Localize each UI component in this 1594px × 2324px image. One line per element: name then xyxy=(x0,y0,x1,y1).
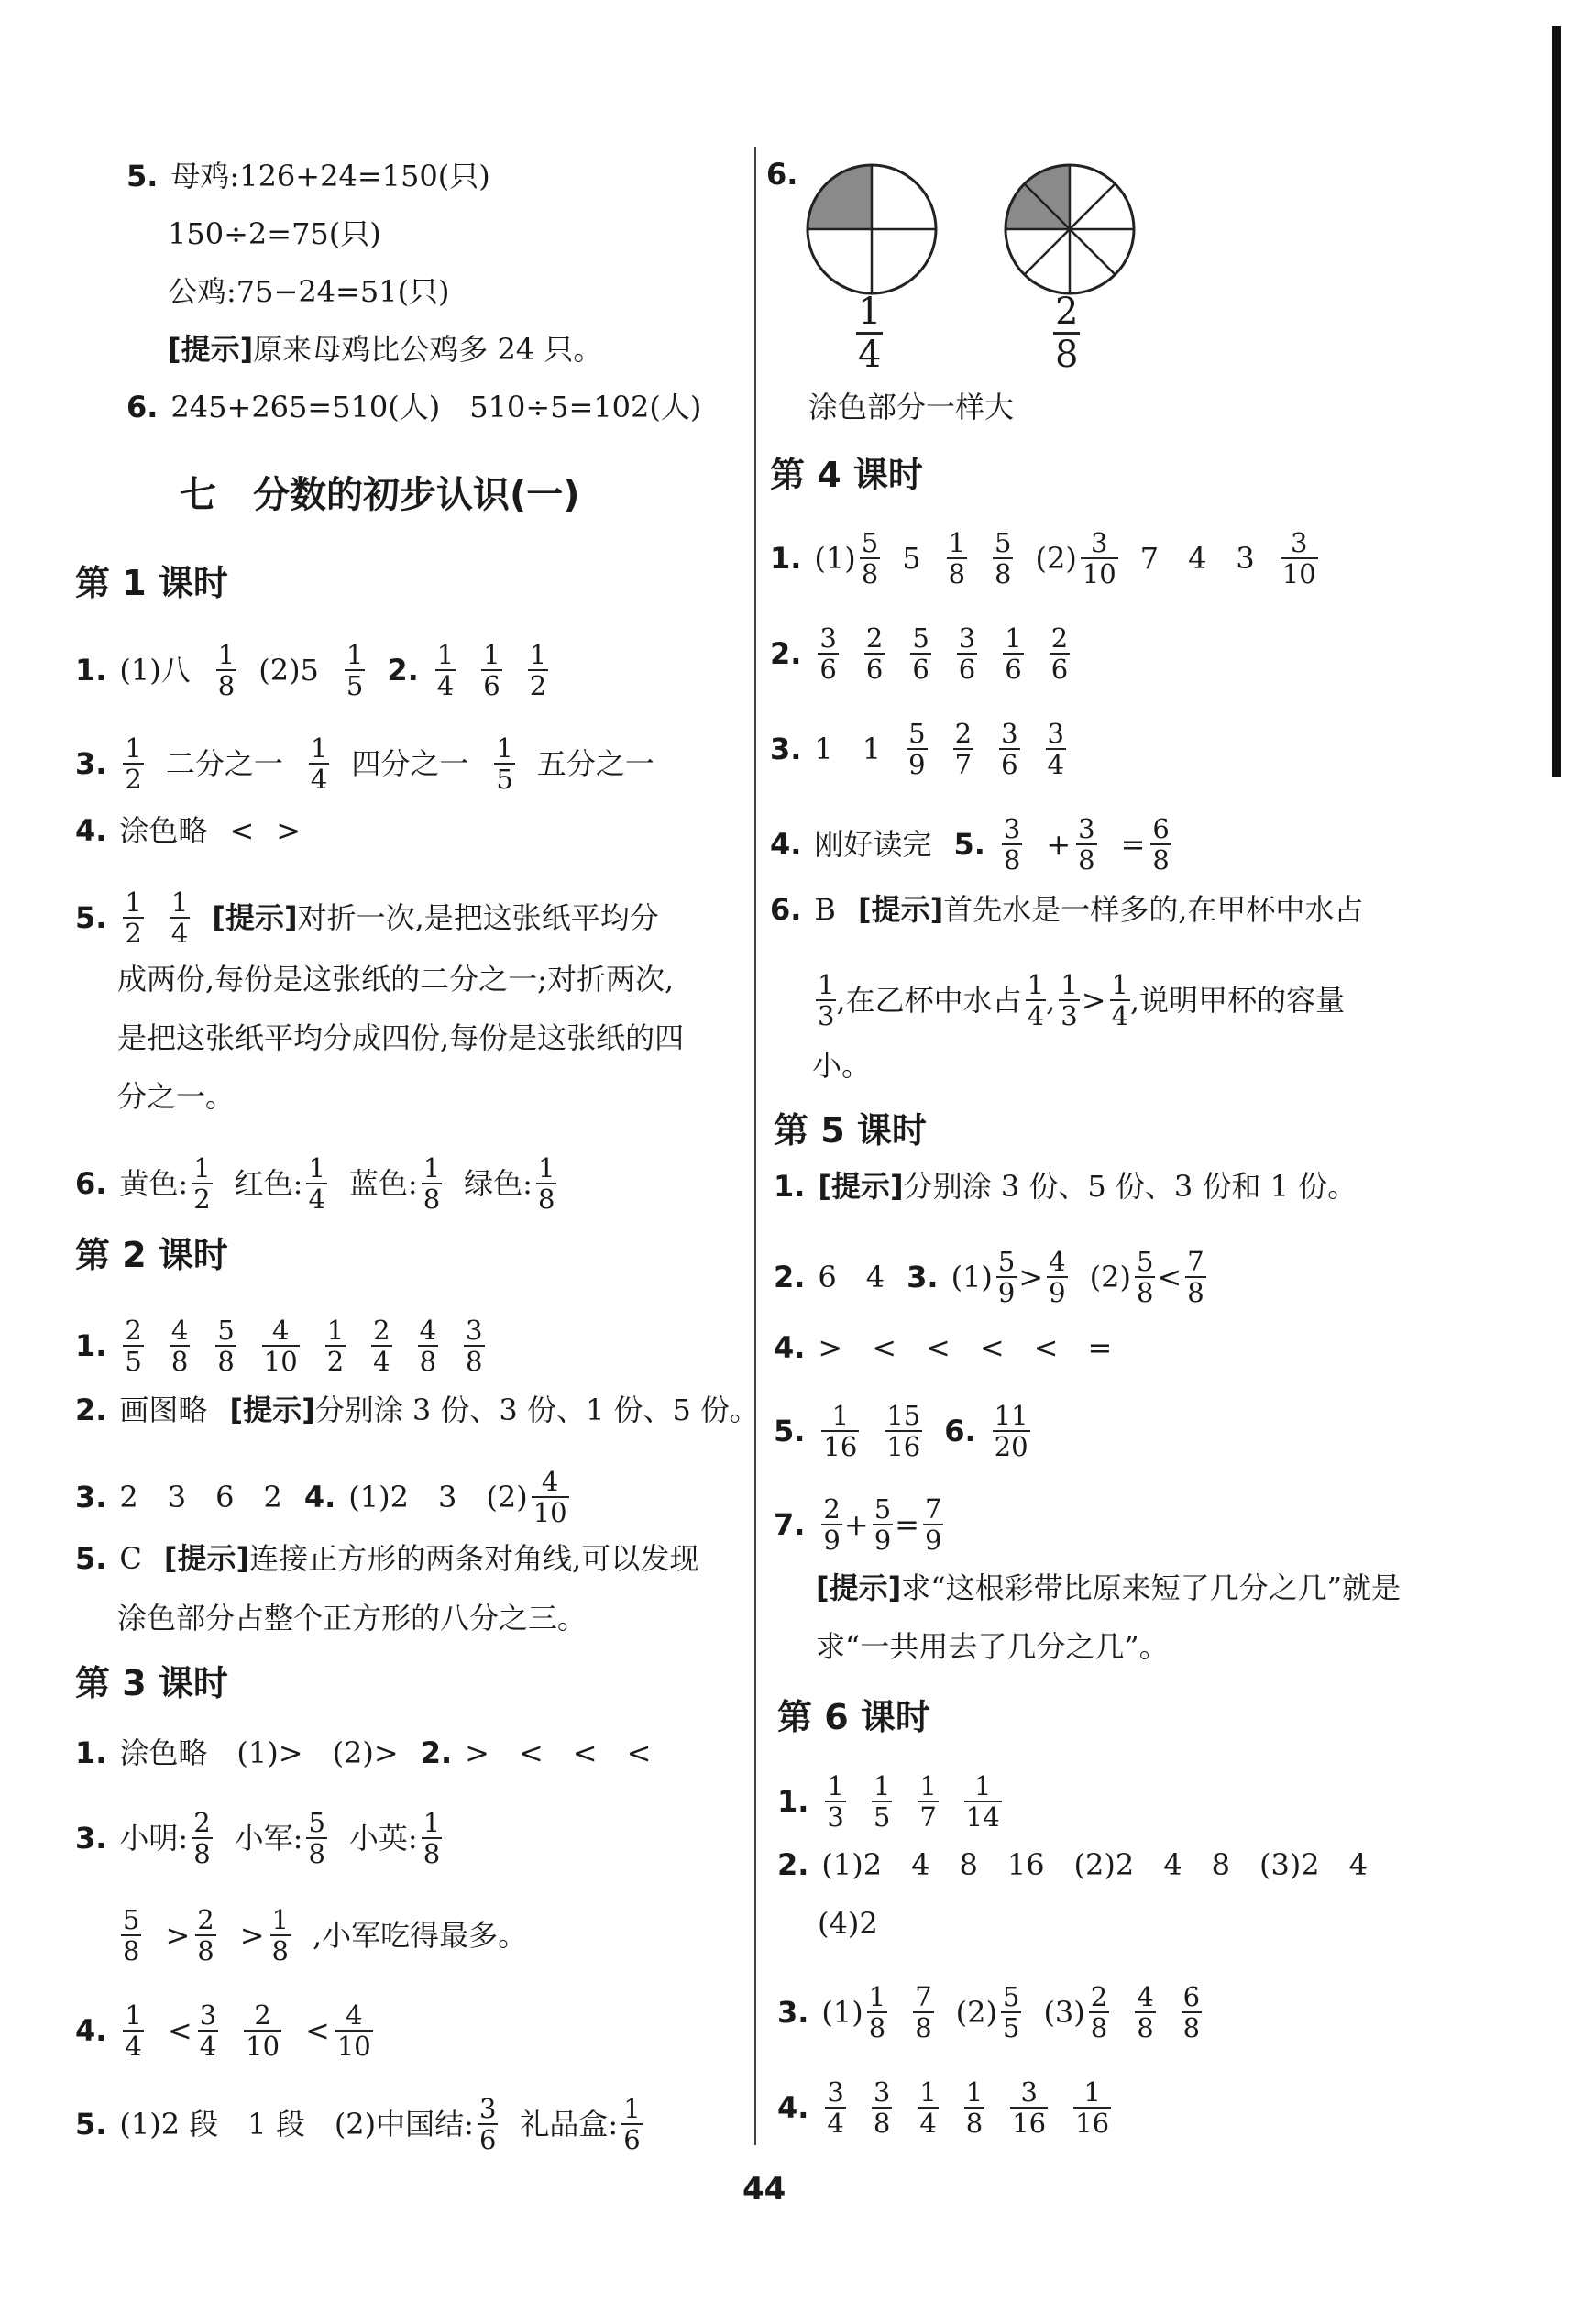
l1-q5-hint-4: 分之一。 xyxy=(117,1079,236,1114)
l2-q3q4-row: 3. 2 3 6 2 4. (1)2 3 (2) $\frac{4}{10}$ xyxy=(75,1466,567,1528)
l2-q5-row: 5. C [提示] 连接正方形的两条对角线,可以发现 xyxy=(75,1541,699,1576)
fraction: $\frac{1}{3}$ xyxy=(818,969,835,1031)
fraction: $\frac{1}{4}$ xyxy=(1027,969,1045,1031)
fraction: $\frac{1}{6}$ xyxy=(623,2093,641,2155)
l1-q5-hint-3: 是把这张纸平均分成四份,每份是这张纸的四 xyxy=(117,1020,685,1055)
fraction: $\frac{4}{8}$ xyxy=(419,1315,437,1377)
circle-eighths-shaded xyxy=(1001,160,1138,298)
l5-q2q3-row: 2. 6 4 3. (1) $\frac{5}{9}$ > $\frac{4}{9}$ (2) $\frac{5}{8}$ < $\frac{7}{8}$ xyxy=(774,1246,1204,1308)
fraction: $\frac{1}{4}$ xyxy=(125,1999,142,2062)
l6-q3-row: 3. (1) $\frac{1}{8}$ $\frac{7}{8}$ (2) $\frac{5}{5}$ (3) $\frac{2}{8}$ $\frac{4}{8}$ $\frac{6}{8}$ xyxy=(777,1981,1201,2043)
fraction: $\frac{1}{5}$ xyxy=(873,1770,891,1833)
l3-q1q2-row: 1. 涂色略 (1)> (2)> 2. > < < < xyxy=(75,1735,652,1770)
fraction: $\frac{1}{8}$ xyxy=(948,527,966,589)
fraction: $\frac{3}{8}$ xyxy=(466,1315,483,1377)
fraction: $\frac{3}{4}$ xyxy=(199,1999,217,2062)
fraction: $\frac{1}{2}$ xyxy=(529,639,547,701)
l1-q6-row: 6. 黄色: $\frac{1}{2}$ 红色: $\frac{1}{4}$ 蓝色: $\frac{1}{8}$ 绿色: $\frac{1}{8}$ xyxy=(75,1152,555,1215)
l2-q5-hint-2: 涂色部分占整个正方形的八分之三。 xyxy=(117,1601,588,1636)
fraction: $\frac{3}{6}$ xyxy=(958,622,976,685)
fraction: $\frac{5}{8}$ xyxy=(861,527,879,589)
fraction: $\frac{3}{4}$ xyxy=(1047,718,1064,780)
fraction: $\frac{1}{8}$ xyxy=(537,1152,555,1215)
l3-q3-compare: $\frac{5}{8}$ > $\frac{2}{8}$ > $\frac{1}{8}$ ,小军吃得最多。 xyxy=(123,1904,528,1966)
circle2-fraction xyxy=(1050,292,1102,375)
fraction: $\frac{3}{8}$ xyxy=(1078,813,1095,876)
fraction: $\frac{1}{2}$ xyxy=(125,732,142,795)
fraction: $\frac{1}{5}$ xyxy=(346,639,364,701)
fraction: $\frac{2}{4}$ xyxy=(373,1315,390,1377)
l5-q5q6-row: 5. $\frac{1}{16}$ $\frac{15}{16}$ 6. $\frac{11}{20}$ xyxy=(774,1400,1028,1462)
fraction: $\frac{5}{8}$ xyxy=(123,1904,140,1966)
fraction: $\frac{1}{14}$ xyxy=(965,1770,1000,1833)
fraction: $\frac{2}{5}$ xyxy=(125,1315,142,1377)
fraction: $\frac{2}{7}$ xyxy=(954,718,973,780)
fraction: $\frac{4}{8}$ xyxy=(170,1315,189,1377)
lesson6-title: 第 6 课时 xyxy=(777,1697,930,1737)
l4-q4q5-row: 4. 刚好读完 5. $\frac{3}{8}$ + $\frac{3}{8}$ = $\frac{6}{8}$ xyxy=(770,813,1170,876)
l6-q2-line2: (4)2 xyxy=(818,1906,878,1941)
fraction: $\frac{1}{4}$ xyxy=(170,887,189,949)
fraction: $\frac{3}{4}$ xyxy=(827,2076,844,2139)
l5-q7-hint-1: [提示] 求“这根彩带比原来短了几分之几”就是 xyxy=(816,1570,1401,1605)
fraction: $\frac{4}{10}$ xyxy=(263,1315,298,1377)
fraction: $\frac{1}{4}$ xyxy=(919,2076,937,2139)
circle1-fraction xyxy=(852,292,905,375)
l4-q2-row: 2. $\frac{3}{6}$ $\frac{2}{6}$ $\frac{5}{6}$ $\frac{3}{6}$ $\frac{1}{6}$ $\frac{2}{6}$ xyxy=(770,622,1069,685)
fraction: $\frac{1}{4}$ xyxy=(310,732,328,795)
fraction: $\frac{3}{6}$ xyxy=(1001,718,1018,780)
left-q5-line3: 公鸡:75−24=51(只) xyxy=(168,274,450,309)
fraction: $\frac{1}{7}$ xyxy=(919,1770,937,1833)
fraction: $\frac{3}{16}$ xyxy=(1012,2076,1047,2139)
lesson1-title: 第 1 课时 xyxy=(75,563,228,603)
l1-q3-row: 3. $\frac{1}{2}$ 二分之一 $\frac{1}{4}$ 四分之一 $\frac{1}{5}$ 五分之一 xyxy=(75,732,654,795)
l6-q2-row: 2. (1)2 4 8 16 (2)2 4 8 (3)2 4 xyxy=(777,1847,1369,1882)
fraction: $\frac{5}{8}$ xyxy=(308,1807,325,1869)
fraction: $\frac{1}{6}$ xyxy=(483,639,500,701)
fraction: $\frac{6}{8}$ xyxy=(1182,1981,1201,2043)
fraction: $\frac{6}{8}$ xyxy=(1152,813,1170,876)
fraction: $\frac{1}{8}$ xyxy=(868,1981,886,2043)
l5-q1-row: 1. [提示] 分别涂 3 份、5 份、3 份和 1 份。 xyxy=(774,1169,1358,1204)
fraction: $\frac{1}{8}$ xyxy=(271,1904,289,1966)
fraction: $\frac{5}{9}$ xyxy=(997,1246,1016,1308)
fraction: $\frac{3}{6}$ xyxy=(819,622,837,685)
fraction: $\frac{2}{10}$ xyxy=(246,1999,280,2062)
fraction: $\frac{1}{3}$ xyxy=(827,1770,844,1833)
fraction: $\frac{5}{8}$ xyxy=(217,1315,235,1377)
l1-q5-row: 5. $\frac{1}{2}$ $\frac{1}{4}$ [提示] 对折一次,是把这张纸平均分 xyxy=(75,887,659,949)
fraction: $\frac{2}{8}$ xyxy=(1090,1981,1108,2043)
fraction: $\frac{5}{8}$ xyxy=(995,527,1012,589)
l5-q7-hint-2: 求“一共用去了几分之几”。 xyxy=(816,1629,1169,1664)
fraction: $\frac{4}{10}$ xyxy=(533,1466,567,1528)
fraction: $\frac{7}{8}$ xyxy=(915,1981,932,2043)
right-q6-num: 6. xyxy=(766,157,798,192)
fraction: $\frac{2}{8}$ xyxy=(1055,291,1079,376)
l2-q1-row: 1. $\frac{2}{5}$ $\frac{4}{8}$ $\frac{5}{8}$ $\frac{4}{10}$ $\frac{1}{2}$ $\frac{2}{4}$ $\frac{4}{8}$ $\frac{3}{8}$ xyxy=(75,1315,483,1377)
lesson2-title: 第 2 课时 xyxy=(75,1235,228,1275)
l1-q4-row: 4. 涂色略 < > xyxy=(75,813,302,848)
lesson4-title: 第 4 课时 xyxy=(770,455,923,495)
l2-q2-row: 2. 画图略 [提示] 分别涂 3 份、3 份、1 份、5 份。 xyxy=(75,1393,760,1427)
fraction: $\frac{7}{8}$ xyxy=(1187,1246,1204,1308)
fraction: $\frac{7}{9}$ xyxy=(924,1493,942,1556)
fraction: $\frac{5}{5}$ xyxy=(1002,1981,1020,2043)
fraction: $\frac{1}{2}$ xyxy=(326,1315,345,1377)
fraction: $\frac{3}{10}$ xyxy=(1082,527,1116,589)
fraction: $\frac{2}{8}$ xyxy=(193,1807,211,1869)
column-divider xyxy=(754,147,756,2145)
page-number: 44 xyxy=(742,2171,786,2208)
fraction: $\frac{3}{8}$ xyxy=(1003,813,1021,876)
chapter-title: 七 分数的初步认识(一) xyxy=(180,474,580,516)
l6-q4-row: 4. $\frac{3}{4}$ $\frac{3}{8}$ $\frac{1}{4}$ $\frac{1}{8}$ $\frac{3}{16}$ $\frac{1}{16}$ xyxy=(777,2076,1110,2139)
l6-q1-row: 1. $\frac{1}{3}$ $\frac{1}{5}$ $\frac{1}{7}$ $\frac{1}{14}$ xyxy=(777,1770,1000,1833)
fraction: $\frac{2}{6}$ xyxy=(865,622,884,685)
fraction: $\frac{1}{8}$ xyxy=(423,1152,441,1215)
fraction: $\frac{1}{2}$ xyxy=(125,887,142,949)
l4-q6-line3: 小。 xyxy=(812,1048,872,1083)
fraction: $\frac{1}{16}$ xyxy=(1075,2076,1110,2139)
right-q6-caption: 涂色部分一样大 xyxy=(808,390,1015,424)
fraction: $\frac{4}{9}$ xyxy=(1049,1246,1066,1308)
left-q6: 6. 245+265=510(人) 510÷5=102(人) xyxy=(126,390,702,424)
fraction: $\frac{5}{9}$ xyxy=(908,718,926,780)
fraction: $\frac{5}{6}$ xyxy=(912,622,929,685)
l3-q3-row: 3. 小明: $\frac{2}{8}$ 小军: $\frac{5}{8}$ 小英: $\frac{1}{8}$ xyxy=(75,1807,441,1869)
fraction: $\frac{1}{16}$ xyxy=(823,1400,858,1462)
l4-q3-row: 3. 1 1 $\frac{5}{9}$ $\frac{2}{7}$ $\frac{3}{6}$ $\frac{3}{4}$ xyxy=(770,718,1064,780)
left-q5-hint: [提示] 原来母鸡比公鸡多 24 只。 xyxy=(168,332,603,367)
fraction: $\frac{1}{4}$ xyxy=(858,291,882,376)
fraction: $\frac{2}{9}$ xyxy=(823,1493,841,1556)
fraction: $\frac{1}{6}$ xyxy=(1005,622,1022,685)
fraction: $\frac{1}{4}$ xyxy=(436,639,455,701)
fraction: $\frac{3}{8}$ xyxy=(873,2076,891,2139)
fraction: $\frac{1}{8}$ xyxy=(965,2076,984,2139)
circle-quarter-shaded xyxy=(803,160,940,298)
fraction: $\frac{1}{4}$ xyxy=(1111,969,1128,1031)
fraction: $\frac{1}{8}$ xyxy=(217,639,236,701)
lesson3-title: 第 3 课时 xyxy=(75,1663,228,1703)
fraction: $\frac{4}{10}$ xyxy=(336,1999,371,2062)
fraction: $\frac{5}{9}$ xyxy=(874,1493,892,1556)
fraction: $\frac{3}{6}$ xyxy=(478,2093,497,2155)
l3-q5-row: 5. (1)2 段 1 段 (2)中国结: $\frac{3}{6}$ 礼品盒: $\frac{1}{6}$ xyxy=(75,2093,641,2155)
l4-q6-row: 6. B [提示] 首先水是一样多的,在甲杯中水占 xyxy=(770,892,1364,927)
l3-q4-row: 4. $\frac{1}{4}$ < $\frac{3}{4}$ $\frac{2}{10}$ < $\frac{4}{10}$ xyxy=(75,1999,371,2062)
fraction: $\frac{5}{8}$ xyxy=(1136,1246,1154,1308)
l5-q7-row: 7. $\frac{2}{9}$ + $\frac{5}{9}$ = $\frac{7}{9}$ xyxy=(774,1493,942,1556)
page-edge-bar xyxy=(1552,26,1561,777)
l4-q6-line2: $\frac{1}{3}$ ,在乙杯中水占 $\frac{1}{4}$ , $\frac{1}{3}$ > $\frac{1}{4}$ ,说明甲杯的容量 xyxy=(818,969,1346,1031)
left-q5-line2: 150÷2=75(只) xyxy=(168,216,381,251)
l1-q5-hint-2: 成两份,每份是这张纸的二分之一;对折两次, xyxy=(117,962,675,997)
left-q5-line1: 5. 母鸡:126+24=150(只) xyxy=(126,159,490,193)
l4-q1-row: 1. (1) $\frac{5}{8}$ 5 $\frac{1}{8}$ $\frac{5}{8}$ (2) $\frac{3}{10}$ 7 4 3 $\frac{3}{10}$ xyxy=(770,527,1316,589)
l5-q4-row: 4. > < < < < = xyxy=(774,1330,1113,1365)
fraction: $\frac{15}{16}$ xyxy=(886,1400,921,1462)
fraction: $\frac{11}{20}$ xyxy=(994,1400,1028,1462)
fraction: $\frac{1}{8}$ xyxy=(423,1807,441,1869)
fraction: $\frac{2}{8}$ xyxy=(197,1904,214,1966)
fraction: $\frac{1}{4}$ xyxy=(308,1152,325,1215)
fraction: $\frac{2}{6}$ xyxy=(1050,622,1069,685)
lesson5-title: 第 5 课时 xyxy=(774,1110,927,1151)
fraction: $\frac{3}{10}$ xyxy=(1281,527,1316,589)
fraction: $\frac{1}{3}$ xyxy=(1061,969,1078,1031)
l1-q1-row: 1. (1)八 $\frac{1}{8}$ (2)5 $\frac{1}{5}$ 2. $\frac{1}{4}$ $\frac{1}{6}$ $\frac{1}{2}$ xyxy=(75,639,547,701)
fraction: $\frac{1}{5}$ xyxy=(496,732,513,795)
fraction: $\frac{4}{8}$ xyxy=(1137,1981,1154,2043)
fraction: $\frac{1}{2}$ xyxy=(193,1152,211,1215)
